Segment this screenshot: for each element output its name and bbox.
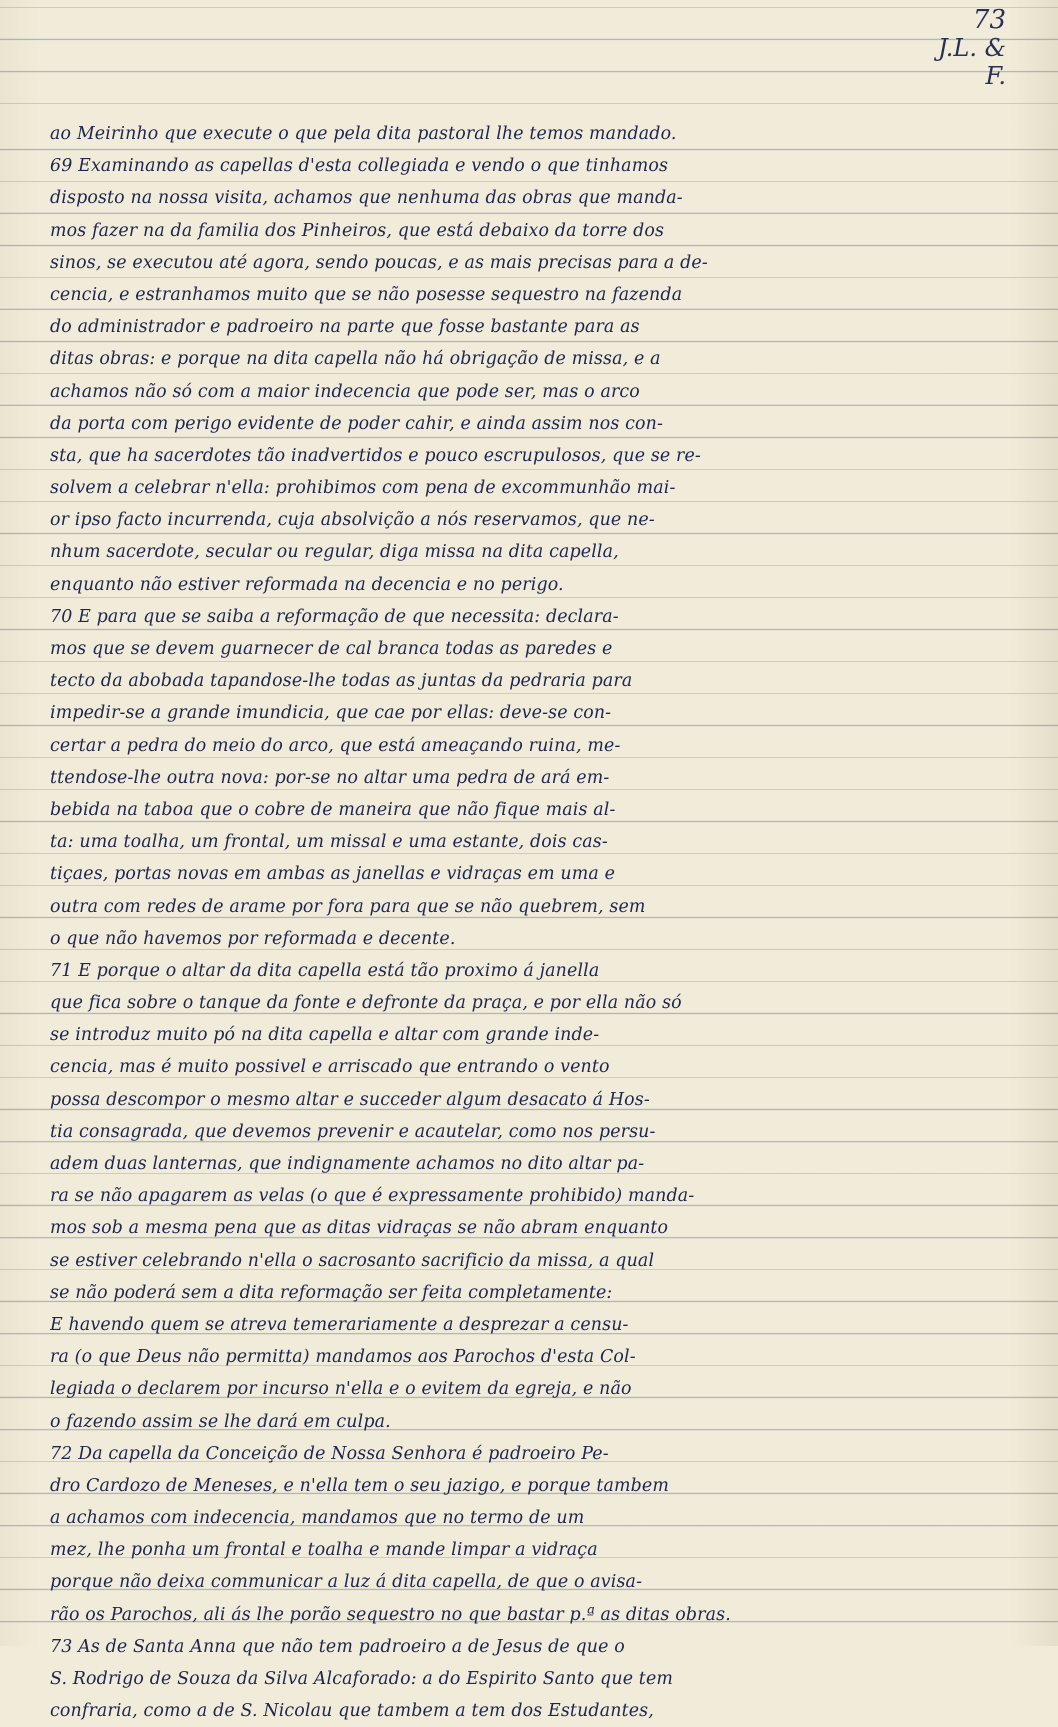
- manuscript-line: do administrador e padroeiro na parte que fosse bastante para as: [50, 317, 640, 338]
- manuscript-line: mos sob a mesma pena que as ditas vidraças se não abram enquanto: [50, 1218, 669, 1239]
- manuscript-line: tia consagrada, que devemos prevenir e acautelar, como nos persu-: [50, 1121, 656, 1142]
- manuscript-line: 70 E para que se saiba a reformação de que necessita: declara-: [50, 606, 619, 627]
- manuscript-line: mos fazer na da familia dos Pinheiros, que está debaixo da torre dos: [50, 220, 665, 241]
- manuscript-line: E havendo quem se atreva temerariamente a desprezar a censu-: [50, 1314, 629, 1335]
- manuscript-line: disposto na nossa visita, achamos que nenhuma das obras que manda-: [50, 188, 683, 209]
- manuscript-line: rão os Parochos, ali ás lhe porão sequestro no que bastar p.ª as ditas obras.: [50, 1604, 731, 1625]
- manuscript-line: se não poderá sem a dita reformação ser feita completamente:: [50, 1282, 613, 1303]
- manuscript-line: outra com redes de arame por fora para que se não quebrem, sem: [50, 896, 646, 917]
- manuscript-line: S. Rodrigo de Souza da Silva Alcaforado: a do Espirito Santo que tem: [50, 1669, 674, 1689]
- manuscript-line: enquanto não estiver reformada na decencia e no perigo.: [50, 574, 564, 595]
- folio-number: 73: [972, 5, 1006, 35]
- manuscript-line: se introduz muito pó na dita capella e altar com grande inde-: [50, 1025, 600, 1046]
- manuscript-line: ra se não apagarem as velas (o que é expressamente prohibido) manda-: [50, 1186, 695, 1207]
- manuscript-line: ta: uma toalha, um frontal, um missal e uma estante, dois cas-: [50, 832, 608, 853]
- manuscript-line: da porta com perigo evidente de poder cahir, e ainda assim nos con-: [50, 413, 663, 434]
- manuscript-line: ditas obras: e porque na dita capella não há obrigação de missa, e a: [50, 349, 661, 370]
- manuscript-line: legiada o declarem por incurso n'ella e o evitem da egreja, e não: [50, 1379, 632, 1400]
- manuscript-line: confraria, como a de S. Nicolau que tambem a tem dos Estudantes,: [50, 1701, 654, 1722]
- manuscript-line: a achamos com indecencia, mandamos que no termo de um: [50, 1508, 585, 1529]
- manuscript-line: adem duas lanternas, que indignamente achamos no dito altar pa-: [50, 1154, 645, 1174]
- manuscript-line: o que não havemos por reformada e decente.: [50, 928, 456, 949]
- manuscript-line: achamos não só com a maior indecencia que pode ser, mas o arco: [50, 381, 640, 402]
- manuscript-line: bebida na taboa que o cobre de maneira que não fique mais al-: [50, 799, 616, 820]
- manuscript-line: sinos, se executou até agora, sendo poucas, e as mais precisas para a de-: [50, 252, 708, 273]
- manuscript-line: ttendose-lhe outra nova: por-se no altar uma pedra de ará em-: [50, 767, 610, 788]
- manuscript-line: se estiver celebrando n'ella o sacrosanto sacrificio da missa, a qual: [50, 1250, 655, 1271]
- manuscript-line: cencia, mas é muito possivel e arriscado que entrando o vento: [50, 1057, 610, 1078]
- manuscript-line: impedir-se a grande imundicia, que cae por ellas: deve-se con-: [50, 703, 612, 724]
- manuscript-line: solvem a celebrar n'ella: prohibimos com pena de excommunhão mai-: [50, 478, 676, 499]
- manuscript-text: [50, 118, 1010, 1727]
- manuscript-line: nhum sacerdote, secular ou regular, diga missa na dita capella,: [50, 542, 619, 563]
- manuscript-line: que fica sobre o tanque da fonte e defronte da praça, e por ella não só: [50, 993, 682, 1014]
- folio-mark: [916, 6, 1006, 90]
- manuscript-line: or ipso facto incurrenda, cuja absolvição a nós reservamos, que ne-: [50, 510, 655, 531]
- manuscript-line: dro Cardozo de Meneses, e n'ella tem o seu jazigo, e porque tambem: [50, 1475, 669, 1496]
- manuscript-line: porque não deixa communicar a luz á dita capella, de que o avisa-: [50, 1572, 643, 1593]
- folio-initials: J.L. & F.: [938, 34, 1006, 90]
- manuscript-line: 69 Examinando as capellas d'esta collegiada e vendo o que tinhamos: [50, 156, 669, 177]
- manuscript-line: mez, lhe ponha um frontal e toalha e mande limpar a vidraça: [50, 1540, 598, 1561]
- manuscript-line: mos que se devem guarnecer de cal branca todas as paredes e: [50, 639, 613, 659]
- manuscript-line: cencia, e estranhamos muito que se não posesse sequestro na fazenda: [50, 284, 683, 305]
- manuscript-line: ra (o que Deus não permitta) mandamos aos Parochos d'esta Col-: [50, 1347, 636, 1368]
- manuscript-line: tecto da abobada tapandose-lhe todas as juntas da pedraria para: [50, 671, 633, 692]
- manuscript-line: 71 E porque o altar da dita capella está tão proximo á janella: [50, 960, 600, 981]
- manuscript-line: 73 As de Santa Anna que não tem padroeiro a de Jesus de que o: [50, 1636, 625, 1657]
- manuscript-line: sta, que ha sacerdotes tão inadvertidos e pouco escrupulosos, que se re-: [50, 445, 701, 466]
- manuscript-line: 72 Da capella da Conceição de Nossa Senhora é padroeiro Pe-: [50, 1443, 609, 1464]
- manuscript-line: tiçaes, portas novas em ambas as janellas e vidraças em uma e: [50, 864, 616, 885]
- manuscript-line: possa descompor o mesmo altar e succeder algum desacato á Hos-: [50, 1089, 650, 1110]
- manuscript-line: ao Meirinho que execute o que pela dita pastoral lhe temos mandado.: [50, 124, 677, 144]
- manuscript-line: certar a pedra do meio do arco, que está ameaçando ruina, me-: [50, 735, 621, 756]
- manuscript-line: o fazendo assim se lhe dará em culpa.: [50, 1411, 391, 1432]
